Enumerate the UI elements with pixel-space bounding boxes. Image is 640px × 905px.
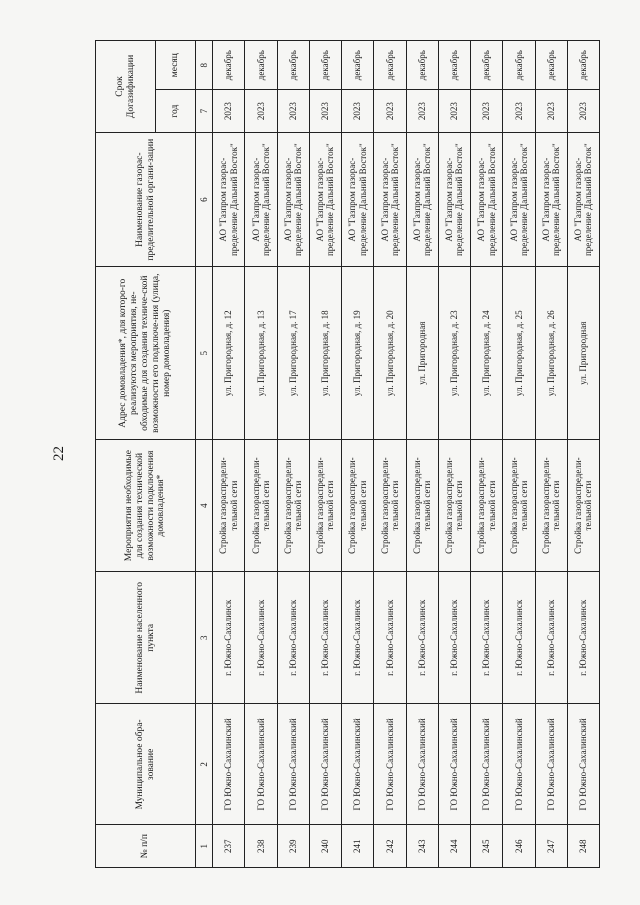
gas-org-cell: АО "Газпром газорас-пределение Дальний Восток" — [438, 132, 470, 266]
year-cell: 2023 — [535, 90, 567, 133]
rotated-table-wrapper — [95, 40, 600, 868]
row-number: 237 — [213, 825, 245, 868]
month-cell: декабрь — [406, 41, 438, 90]
month-cell: декабрь — [342, 41, 374, 90]
settlement-cell: г. Южно-Сахалинск — [342, 572, 374, 704]
municipality-cell: ГО Южно-Сахалинский — [438, 704, 470, 825]
table-row — [374, 41, 406, 868]
table-row — [309, 41, 341, 868]
measure-cell: Стройка газораспредели-тельной сети — [471, 439, 503, 571]
address-cell: ул. Пригородная, д. 19 — [342, 267, 374, 440]
month-cell: декабрь — [535, 41, 567, 90]
address-cell: ул. Пригородная, д. 25 — [503, 267, 535, 440]
settlement-cell: г. Южно-Сахалинск — [277, 572, 309, 704]
municipality-cell: ГО Южно-Сахалинский — [245, 704, 277, 825]
year-cell: 2023 — [503, 90, 535, 133]
address-cell: ул. Пригородная, д. 17 — [277, 267, 309, 440]
gas-org-cell: АО "Газпром газорас-пределение Дальний Восток" — [567, 132, 599, 266]
gas-org-cell: АО "Газпром газорас-пределение Дальний Восток" — [535, 132, 567, 266]
municipality-cell: ГО Южно-Сахалинский — [213, 704, 245, 825]
gas-org-cell: АО "Газпром газорас-пределение Дальний Восток" — [213, 132, 245, 266]
header-address: Адрес домовладения*, для которо-го реализуются мероприятия, не-обходимые для создания техниче-ской возможности его подключе-ния (улица, номер домовладения) — [96, 267, 196, 440]
row-number: 247 — [535, 825, 567, 868]
year-cell: 2023 — [374, 90, 406, 133]
month-cell: декабрь — [309, 41, 341, 90]
address-cell: ул. Пригородная, д. 20 — [374, 267, 406, 440]
table-row — [535, 41, 567, 868]
table-row — [471, 41, 503, 868]
municipality-cell: ГО Южно-Сахалинский — [406, 704, 438, 825]
gasification-table — [95, 40, 600, 868]
year-cell: 2023 — [567, 90, 599, 133]
column-index: 3 — [196, 572, 213, 704]
gas-org-cell: АО "Газпром газорас-пределение Дальний Восток" — [503, 132, 535, 266]
table-row — [567, 41, 599, 868]
month-cell: декабрь — [567, 41, 599, 90]
settlement-cell: г. Южно-Сахалинск — [309, 572, 341, 704]
row-number: 244 — [438, 825, 470, 868]
month-cell: декабрь — [471, 41, 503, 90]
settlement-cell: г. Южно-Сахалинск — [567, 572, 599, 704]
table-row — [277, 41, 309, 868]
municipality-cell: ГО Южно-Сахалинский — [567, 704, 599, 825]
month-cell: декабрь — [374, 41, 406, 90]
settlement-cell: г. Южно-Сахалинск — [245, 572, 277, 704]
settlement-cell: г. Южно-Сахалинск — [213, 572, 245, 704]
measure-cell: Стройка газораспредели-тельной сети — [503, 439, 535, 571]
table-row — [213, 41, 245, 868]
measure-cell: Стройка газораспредели-тельной сети — [342, 439, 374, 571]
header-measures: Мероприятия необходимые для создания технической возможности подключения домовладения* — [96, 439, 196, 571]
row-number: 239 — [277, 825, 309, 868]
year-cell: 2023 — [213, 90, 245, 133]
gas-org-cell: АО "Газпром газорас-пределение Дальний Восток" — [374, 132, 406, 266]
table-row — [342, 41, 374, 868]
row-number: 248 — [567, 825, 599, 868]
settlement-cell: г. Южно-Сахалинск — [471, 572, 503, 704]
municipality-cell: ГО Южно-Сахалинский — [471, 704, 503, 825]
measure-cell: Стройка газораспредели-тельной сети — [374, 439, 406, 571]
year-cell: 2023 — [471, 90, 503, 133]
address-cell: ул. Пригородная, д. 26 — [535, 267, 567, 440]
header-gas-org: Наименование газорас-пределительной органи-зации — [96, 132, 196, 266]
year-cell: 2023 — [438, 90, 470, 133]
month-cell: декабрь — [503, 41, 535, 90]
address-cell: ул. Пригородная, д. 13 — [245, 267, 277, 440]
row-number: 243 — [406, 825, 438, 868]
gas-org-cell: АО "Газпром газорас-пределение Дальний Восток" — [471, 132, 503, 266]
gas-org-cell: АО "Газпром газорас-пределение Дальний Восток" — [309, 132, 341, 266]
row-number: 242 — [374, 825, 406, 868]
column-index: 1 — [196, 825, 213, 868]
column-index-row — [196, 41, 213, 868]
municipality-cell: ГО Южно-Сахалинский — [374, 704, 406, 825]
row-number: 240 — [309, 825, 341, 868]
municipality-cell: ГО Южно-Сахалинский — [535, 704, 567, 825]
header-year: год — [156, 90, 196, 133]
row-number: 246 — [503, 825, 535, 868]
column-index: 5 — [196, 267, 213, 440]
page-number: 22 — [51, 446, 67, 461]
municipality-cell: ГО Южно-Сахалинский — [503, 704, 535, 825]
gas-org-cell: АО "Газпром газорас-пределение Дальний Восток" — [245, 132, 277, 266]
measure-cell: Стройка газораспредели-тельной сети — [406, 439, 438, 571]
settlement-cell: г. Южно-Сахалинск — [503, 572, 535, 704]
month-cell: декабрь — [245, 41, 277, 90]
address-cell: ул. Пригородная, д. 23 — [438, 267, 470, 440]
measure-cell: Стройка газораспредели-тельной сети — [535, 439, 567, 571]
measure-cell: Стройка газораспредели-тельной сети — [567, 439, 599, 571]
address-cell: ул. Пригородная, д. 18 — [309, 267, 341, 440]
table-row — [245, 41, 277, 868]
measure-cell: Стройка газораспредели-тельной сети — [438, 439, 470, 571]
month-cell: декабрь — [438, 41, 470, 90]
month-cell: декабрь — [277, 41, 309, 90]
measure-cell: Стройка газораспредели-тельной сети — [213, 439, 245, 571]
municipality-cell: ГО Южно-Сахалинский — [309, 704, 341, 825]
municipality-cell: ГО Южно-Сахалинский — [342, 704, 374, 825]
row-number: 245 — [471, 825, 503, 868]
municipality-cell: ГО Южно-Сахалинский — [277, 704, 309, 825]
header-num: № п/п — [96, 825, 196, 868]
header-deadline: Срок Догазификации — [96, 41, 156, 133]
measure-cell: Стройка газораспредели-тельной сети — [277, 439, 309, 571]
settlement-cell: г. Южно-Сахалинск — [438, 572, 470, 704]
settlement-cell: г. Южно-Сахалинск — [406, 572, 438, 704]
gas-org-cell: АО "Газпром газорас-пределение Дальний Восток" — [277, 132, 309, 266]
row-number: 238 — [245, 825, 277, 868]
column-index: 8 — [196, 41, 213, 90]
measure-cell: Стройка газораспредели-тельной сети — [245, 439, 277, 571]
address-cell: ул. Пригородная, д. 24 — [471, 267, 503, 440]
year-cell: 2023 — [342, 90, 374, 133]
header-month: месяц — [156, 41, 196, 90]
row-number: 241 — [342, 825, 374, 868]
table-row — [503, 41, 535, 868]
column-index: 2 — [196, 704, 213, 825]
month-cell: декабрь — [213, 41, 245, 90]
measure-cell: Стройка газораспредели-тельной сети — [309, 439, 341, 571]
year-cell: 2023 — [406, 90, 438, 133]
address-cell: ул. Пригородная — [567, 267, 599, 440]
gas-org-cell: АО "Газпром газорас-пределение Дальний Восток" — [406, 132, 438, 266]
address-cell: ул. Пригородная — [406, 267, 438, 440]
year-cell: 2023 — [245, 90, 277, 133]
address-cell: ул. Пригородная, д. 12 — [213, 267, 245, 440]
header-settlement: Наименование населенного пункта — [96, 572, 196, 704]
column-index: 6 — [196, 132, 213, 266]
table-row — [438, 41, 470, 868]
column-index: 4 — [196, 439, 213, 571]
header-row — [96, 41, 156, 868]
settlement-cell: г. Южно-Сахалинск — [535, 572, 567, 704]
header-municipality: Муниципальное обра-зование — [96, 704, 196, 825]
table-row — [406, 41, 438, 868]
settlement-cell: г. Южно-Сахалинск — [374, 572, 406, 704]
year-cell: 2023 — [309, 90, 341, 133]
gas-org-cell: АО "Газпром газорас-пределение Дальний Восток" — [342, 132, 374, 266]
column-index: 7 — [196, 90, 213, 133]
year-cell: 2023 — [277, 90, 309, 133]
